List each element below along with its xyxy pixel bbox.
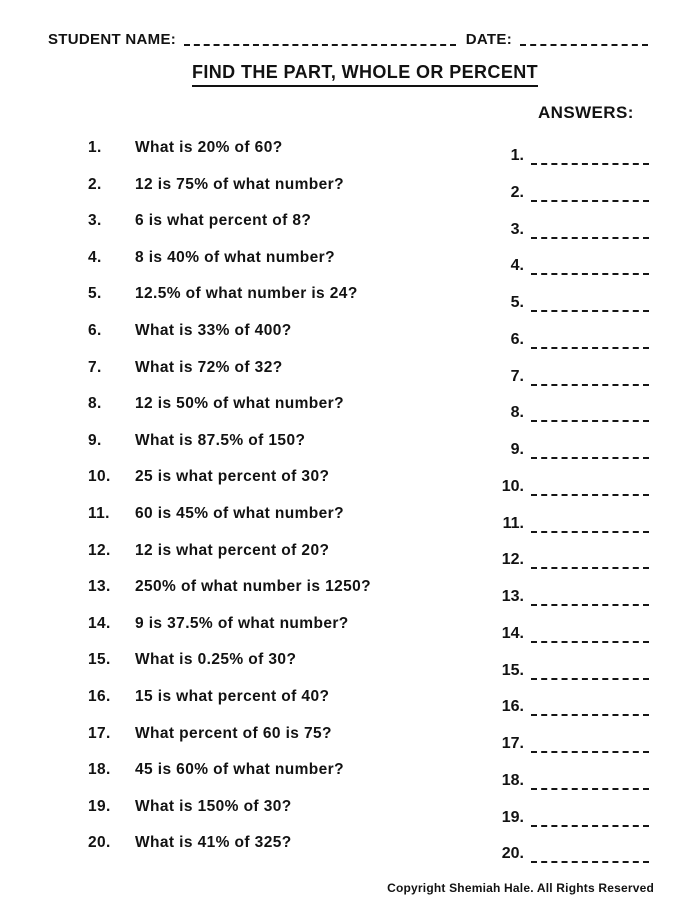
answer-row [492,662,662,699]
answer-number: 5. [510,294,524,311]
answer-row [492,147,662,184]
answer-number: 13. [501,588,524,605]
answer-row [492,368,662,405]
answer-blank[interactable] [531,404,649,422]
question-number: 16. [88,687,111,705]
question-row [88,212,488,249]
question-text: 12 is 50% of what number? [135,395,344,413]
answer-blank[interactable] [531,184,649,202]
answer-row [492,515,662,552]
answer-number: 20. [501,845,524,863]
question-row [88,761,488,798]
question-row [88,249,488,286]
question-number: 14. [88,614,111,632]
question-row [88,834,488,871]
question-row [88,688,488,725]
question-text: 6 is what percent of 8? [135,212,312,230]
answer-row [492,221,662,258]
question-row [88,359,488,396]
answer-number: 12. [501,551,524,569]
question-text: What is 87.5% of 150? [135,431,306,449]
answer-number: 14. [501,624,524,642]
answer-number: 1. [510,147,524,164]
date-field[interactable] [520,30,648,46]
answer-row [492,441,662,478]
question-row [88,432,488,469]
question-text: 9 is 37.5% of what number? [135,614,349,632]
answer-blank[interactable] [531,294,649,312]
student-name-label: STUDENT NAME: [48,31,177,48]
question-text: 250% of what number is 1250? [135,578,372,596]
title-wrap [30,62,700,87]
question-text: 15 is what percent of 40? [135,687,330,705]
question-row [88,505,488,542]
question-number: 7. [88,358,102,376]
question-text: What percent of 60 is 75? [135,724,332,742]
question-text: What is 72% of 32? [135,358,283,376]
question-number: 18. [88,761,111,779]
question-row [88,285,488,322]
answer-row [492,772,662,809]
answer-number: 15. [501,661,524,679]
question-number: 1. [88,139,102,156]
answer-number: 11. [502,514,524,532]
question-row [88,139,488,176]
question-number: 3. [88,212,102,230]
answer-row [492,809,662,846]
question-number: 5. [88,285,102,303]
answer-number: 10. [501,477,524,495]
answer-blank[interactable] [531,221,649,239]
answer-row [492,404,662,441]
question-number: 4. [88,248,102,266]
answer-row [492,551,662,588]
answer-blank[interactable] [531,551,649,569]
answer-blank[interactable] [531,257,649,275]
answer-blank[interactable] [531,735,649,753]
question-text: 45 is 60% of what number? [135,761,344,779]
date-label: DATE: [465,31,512,48]
question-text: What is 41% of 325? [135,834,292,852]
answer-number: 3. [510,220,524,238]
student-name-field[interactable] [184,30,456,46]
question-text: What is 20% of 60? [135,139,283,156]
question-text: 12.5% of what number is 24? [135,285,358,303]
answer-number: 19. [501,808,524,826]
question-row [88,468,488,505]
answer-number: 18. [501,771,524,789]
answer-blank[interactable] [531,698,649,716]
question-number: 12. [88,541,111,559]
answer-blank[interactable] [531,147,649,165]
answer-row [492,625,662,662]
answer-number: 9. [510,441,524,458]
answer-blank[interactable] [531,515,649,533]
question-text: 8 is 40% of what number? [135,248,335,266]
question-number: 15. [88,651,111,669]
question-row [88,176,488,213]
answer-number: 2. [510,183,524,201]
answer-number: 6. [510,330,524,348]
question-row [88,651,488,688]
question-text: What is 150% of 30? [135,797,292,815]
answer-blank[interactable] [531,845,649,863]
answer-row [492,698,662,735]
question-number: 13. [88,578,111,596]
answer-blank[interactable] [531,331,649,349]
answer-blank[interactable] [531,368,649,386]
question-number: 2. [88,175,102,193]
answer-row [492,735,662,772]
question-text: 25 is what percent of 30? [135,468,330,486]
question-number: 17. [88,724,111,742]
answer-number: 4. [510,257,524,275]
questions-list [88,139,488,871]
page-title: FIND THE PART, WHOLE OR PERCENT [192,62,538,87]
question-row [88,725,488,762]
answer-row [492,331,662,368]
answer-blank[interactable] [531,478,649,496]
answer-row [492,588,662,625]
question-number: 20. [88,834,111,852]
answer-blank[interactable] [531,588,649,606]
question-row [88,615,488,652]
answer-row [492,184,662,221]
question-row [88,395,488,432]
question-row [88,322,488,359]
question-text: What is 33% of 400? [135,321,292,339]
answer-number: 8. [510,404,524,422]
answers-list [492,147,662,882]
question-row [88,578,488,615]
answer-blank[interactable] [531,625,649,643]
question-number: 11. [88,504,110,522]
header [48,30,648,48]
answer-blank[interactable] [531,772,649,790]
question-number: 8. [88,395,102,413]
question-text: 60 is 45% of what number? [135,504,344,522]
answer-row [492,294,662,331]
answer-number: 17. [501,735,524,752]
question-text: 12 is 75% of what number? [135,175,344,193]
answers-heading: ANSWERS: [538,103,634,122]
question-number: 6. [88,321,102,339]
answer-number: 7. [510,367,524,385]
answer-blank[interactable] [531,809,649,827]
question-number: 9. [88,431,102,449]
answer-row [492,478,662,515]
question-text: 12 is what percent of 20? [135,541,330,559]
question-row [88,798,488,835]
answer-number: 16. [501,698,524,716]
question-number: 19. [88,797,111,815]
answer-row [492,257,662,294]
answer-blank[interactable] [531,662,649,680]
answer-row [492,845,662,882]
question-text: What is 0.25% of 30? [135,651,297,669]
question-row [88,542,488,579]
question-number: 10. [88,468,111,486]
copyright-text: Copyright Shemiah Hale. All Rights Reserved [387,881,654,895]
answer-blank[interactable] [531,441,649,459]
